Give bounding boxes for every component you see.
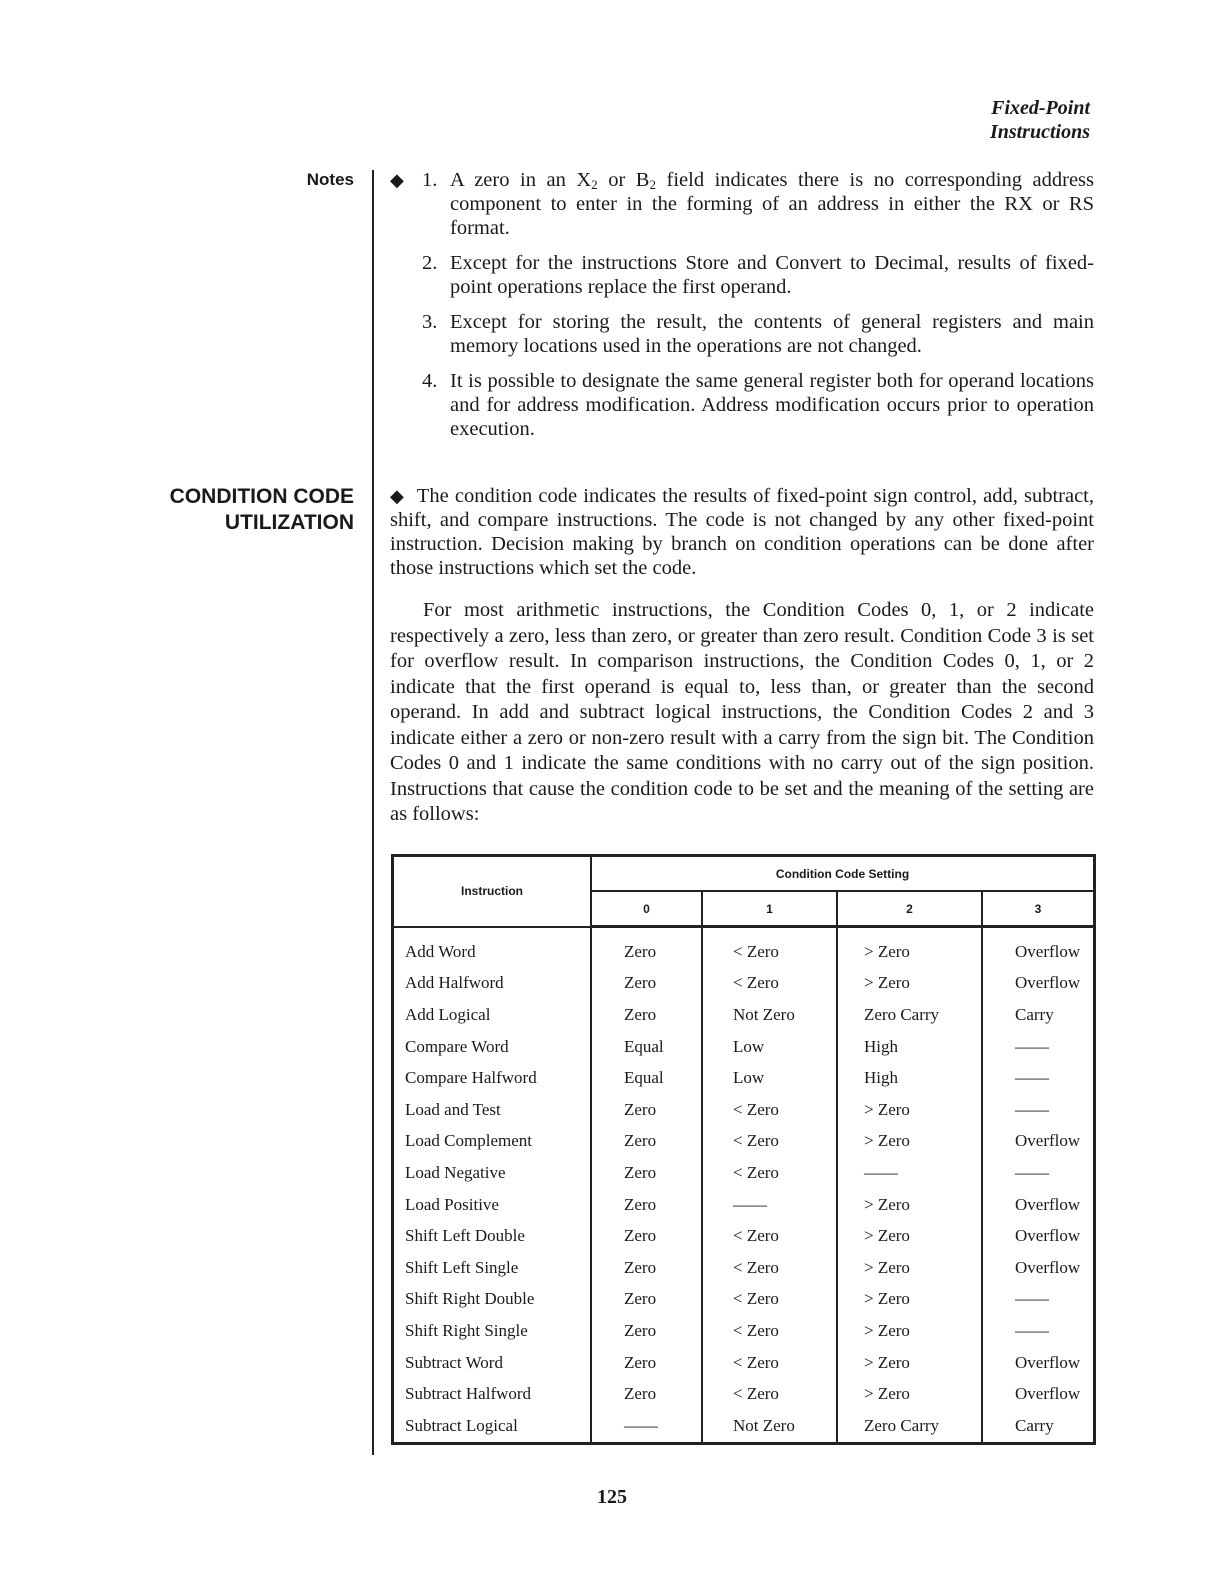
code-1-cell: < Zero: [702, 1378, 837, 1410]
code-2-cell: > Zero: [837, 1189, 982, 1221]
instruction-cell: Load Positive: [393, 1189, 592, 1221]
note-text: Except for the instructions Store and Convert to Decimal, results of fixed-point operations replace the first operand.: [450, 252, 1094, 298]
code-2-cell: Zero Carry: [837, 999, 982, 1031]
code-1-header: 1: [702, 891, 837, 927]
section-heading: [170, 484, 354, 536]
code-1-cell: < Zero: [702, 1315, 837, 1347]
code-3-header: 3: [982, 891, 1095, 927]
running-head-line1: Fixed-Point: [991, 97, 1090, 119]
code-1-cell: < Zero: [702, 1094, 837, 1126]
table-row: [393, 1252, 1095, 1284]
instruction-cell: Compare Word: [393, 1031, 592, 1063]
note-number: 2.: [422, 252, 438, 274]
note-item: [390, 369, 1094, 441]
page-number: 125: [597, 1486, 627, 1508]
code-3-cell: ——: [982, 1284, 1095, 1316]
code-2-cell: High: [837, 1062, 982, 1094]
code-3-cell: Overflow: [982, 1126, 1095, 1158]
code-1-cell: Not Zero: [702, 1410, 837, 1443]
table-row: [393, 927, 1095, 968]
note-text: A zero in an $X_2$ or $B_2$ field indicates there is no corresponding address component to enter in the forming of an address in either the RX or RS format.: [450, 169, 1095, 239]
code-3-cell: Carry: [982, 1410, 1095, 1443]
note-number: 3.: [422, 311, 438, 333]
code-1-cell: Not Zero: [702, 999, 837, 1031]
table-row: [393, 1126, 1095, 1158]
diamond-bullet-icon: ◆: [390, 170, 404, 190]
instruction-cell: Add Halfword: [393, 968, 592, 1000]
code-0-cell: Zero: [591, 999, 702, 1031]
code-3-cell: ——: [982, 1315, 1095, 1347]
code-2-cell: > Zero: [837, 1126, 982, 1158]
instruction-cell: Add Logical: [393, 999, 592, 1031]
instruction-cell: Load Negative: [393, 1157, 592, 1189]
instruction-cell: Subtract Logical: [393, 1410, 592, 1443]
table-row: [393, 1062, 1095, 1094]
note-item: [390, 168, 1094, 240]
code-3-cell: ——: [982, 1094, 1095, 1126]
section-body: [390, 484, 1094, 846]
table-row: [393, 968, 1095, 1000]
table-row: [393, 1378, 1095, 1410]
condition-code-setting-header: Condition Code Setting: [591, 856, 1095, 892]
code-1-cell: < Zero: [702, 1347, 837, 1379]
code-1-cell: < Zero: [702, 1252, 837, 1284]
instruction-cell: Compare Halfword: [393, 1062, 592, 1094]
note-text: Except for storing the result, the contents of general registers and main memory locations used in the operations are not changed.: [450, 311, 1094, 357]
code-0-cell: Zero: [591, 1315, 702, 1347]
instruction-column-header: Instruction: [393, 856, 592, 927]
code-2-header: 2: [837, 891, 982, 927]
table-row: [393, 1315, 1095, 1347]
code-2-cell: ——: [837, 1157, 982, 1189]
code-0-cell: Zero: [591, 1347, 702, 1379]
table-row: [393, 1347, 1095, 1379]
table-row: [393, 1094, 1095, 1126]
code-1-cell: ——: [702, 1189, 837, 1221]
code-3-cell: Overflow: [982, 1189, 1095, 1221]
condition-code-table: [391, 854, 1096, 1445]
code-2-cell: > Zero: [837, 1220, 982, 1252]
code-2-cell: > Zero: [837, 1315, 982, 1347]
code-0-cell: Zero: [591, 1220, 702, 1252]
instruction-cell: Load and Test: [393, 1094, 592, 1126]
code-1-cell: Low: [702, 1062, 837, 1094]
code-0-cell: ——: [591, 1410, 702, 1443]
code-0-cell: Zero: [591, 1378, 702, 1410]
code-0-cell: Equal: [591, 1062, 702, 1094]
table-row: [393, 1189, 1095, 1221]
notes-list: [390, 168, 1094, 452]
table-row: [393, 1220, 1095, 1252]
code-3-cell: ——: [982, 1062, 1095, 1094]
instruction-cell: Add Word: [393, 927, 592, 968]
code-1-cell: < Zero: [702, 927, 837, 968]
notes-label: Notes: [306, 170, 354, 189]
code-3-cell: Carry: [982, 999, 1095, 1031]
table-row: [393, 1031, 1095, 1063]
code-1-cell: < Zero: [702, 1126, 837, 1158]
code-2-cell: > Zero: [837, 1378, 982, 1410]
code-2-cell: > Zero: [837, 1094, 982, 1126]
code-1-cell: < Zero: [702, 1220, 837, 1252]
code-0-cell: Zero: [591, 1189, 702, 1221]
code-2-cell: High: [837, 1031, 982, 1063]
code-0-cell: Equal: [591, 1031, 702, 1063]
running-head-line2: Instructions: [989, 121, 1090, 143]
instruction-cell: Subtract Word: [393, 1347, 592, 1379]
code-0-cell: Zero: [591, 968, 702, 1000]
instruction-cell: Shift Left Single: [393, 1252, 592, 1284]
code-2-cell: > Zero: [837, 1252, 982, 1284]
section-paragraph-1: ◆ The condition code indicates the results of fixed-point sign control, add, subtract, shift, and compare instructions. The code is not changed by any other fixed-point instruction. Decision making by branch on condition operations can be done after those instructions which set the code.: [390, 485, 1094, 579]
code-1-cell: < Zero: [702, 968, 837, 1000]
code-0-cell: Zero: [591, 1157, 702, 1189]
note-number: 4.: [422, 370, 438, 392]
code-3-cell: Overflow: [982, 1252, 1095, 1284]
section-heading-line2: UTILIZATION: [224, 511, 354, 534]
code-3-cell: ——: [982, 1031, 1095, 1063]
code-0-cell: Zero: [591, 1252, 702, 1284]
section-paragraph-2: For most arithmetic instructions, the Condition Codes 0, 1, or 2 indicate respectively a zero, less than zero, or greater than zero result. Condition Code 3 is set for overflow result. In comparison instructions, the Condition Codes 0, 1, or 2 indicate that the first operand is equal to, less than, or greater than the second operand. In add and subtract logical instructions, the Condition Codes 2 and 3 indicate either a zero or non-zero result with a carry from the sign bit. The Condition Codes 0 and 1 indicate the same conditions with no carry out of the sign position. Instructions that cause the condition code to be set and the meaning of the setting are as follows:: [390, 599, 1094, 825]
code-2-cell: > Zero: [837, 1284, 982, 1316]
table-row: [393, 999, 1095, 1031]
code-1-cell: < Zero: [702, 1284, 837, 1316]
code-1-cell: < Zero: [702, 1157, 837, 1189]
margin-rule: [372, 170, 374, 1455]
code-0-cell: Zero: [591, 1126, 702, 1158]
table-row: [393, 1284, 1095, 1316]
note-text: It is possible to designate the same general register both for operand locations and for address modification. Address modification occurs prior to operation execution.: [450, 370, 1094, 440]
instruction-cell: Shift Right Double: [393, 1284, 592, 1316]
table-row: [393, 1410, 1095, 1443]
code-0-cell: Zero: [591, 927, 702, 968]
instruction-cell: Shift Right Single: [393, 1315, 592, 1347]
code-3-cell: Overflow: [982, 1378, 1095, 1410]
running-head: [990, 96, 1090, 144]
code-2-cell: Zero Carry: [837, 1410, 982, 1443]
code-2-cell: > Zero: [837, 927, 982, 968]
code-3-cell: Overflow: [982, 1220, 1095, 1252]
code-3-cell: Overflow: [982, 1347, 1095, 1379]
code-0-header: 0: [591, 891, 702, 927]
section-heading-line1: CONDITION CODE: [169, 485, 354, 508]
code-3-cell: Overflow: [982, 927, 1095, 968]
instruction-cell: Load Complement: [393, 1126, 592, 1158]
code-2-cell: > Zero: [837, 1347, 982, 1379]
code-3-cell: ——: [982, 1157, 1095, 1189]
code-3-cell: Overflow: [982, 968, 1095, 1000]
code-2-cell: > Zero: [837, 968, 982, 1000]
code-0-cell: Zero: [591, 1094, 702, 1126]
instruction-cell: Subtract Halfword: [393, 1378, 592, 1410]
note-item: [390, 310, 1094, 358]
instruction-cell: Shift Left Double: [393, 1220, 592, 1252]
diamond-bullet-icon: ◆: [390, 486, 405, 506]
table-row: [393, 1157, 1095, 1189]
note-item: [390, 251, 1094, 299]
code-1-cell: Low: [702, 1031, 837, 1063]
code-0-cell: Zero: [591, 1284, 702, 1316]
note-number: 1.: [422, 169, 438, 191]
